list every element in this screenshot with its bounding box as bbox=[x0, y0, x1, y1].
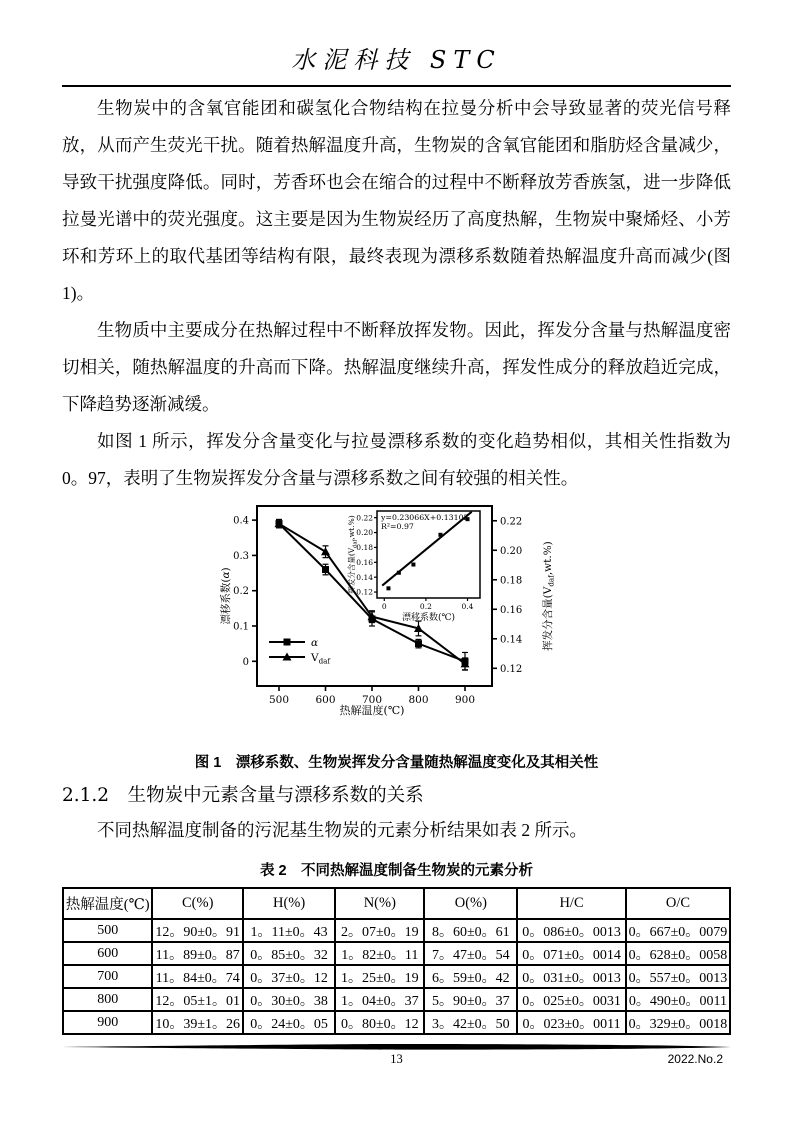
left-axis-tick-label: 0.1 bbox=[232, 621, 249, 633]
table-header-row bbox=[63, 888, 730, 919]
x-axis-tick-label: 600 bbox=[314, 694, 336, 706]
x-axis-tick-label: 500 bbox=[268, 694, 289, 706]
inset-equation: y=0.23066X+0.13102 bbox=[380, 513, 469, 522]
table-cell: 6。59±0。42 bbox=[424, 965, 517, 988]
paragraph-2: 生物质中主要成分在热解过程中不断释放挥发物。因此，挥发分含量与热解温度密切相关，随热解温度的升高而下降。热解温度继续升高，挥发性成分的释放趋近完成，下降趋势逐渐减缓。 bbox=[62, 320, 731, 414]
inset-x-tick-label: 0.2 bbox=[419, 602, 432, 611]
paragraph-1: 生物炭中的含氧官能团和碳氢化合物结构在拉曼分析中会导致显著的荧光信号释放，从而产生荧光干扰。随着热解温度升高，生物炭的含氧官能团和脂肪烃含量减少，导致干扰强度降低。同时，芳香环也会在缩合的过程中不断释放芳香族氢，进一步降低拉曼光谱中的荧光强度。这主要是因为生物炭经历了高度热解，生物炭中聚烯烃、小芳环和芳环上的取代基团等结构有限，最终表现为漂移系数随着热解温度升高而减少(图 1)。 bbox=[62, 98, 731, 303]
table-2-body bbox=[63, 919, 730, 1034]
page-number: 13 bbox=[390, 1052, 403, 1066]
table-cell: 0。031±0。0013 bbox=[517, 965, 626, 988]
table-cell: 500 bbox=[63, 919, 152, 942]
table-cell: 0。329±0。0018 bbox=[626, 1011, 730, 1034]
page-body bbox=[62, 90, 731, 1035]
table-cell: 12。90±0。91 bbox=[152, 919, 243, 942]
column-header: H/C bbox=[517, 888, 626, 919]
right-axis-tick-label: 0.20 bbox=[499, 545, 522, 557]
right-axis-tick-label: 0.14 bbox=[499, 634, 522, 646]
left-axis-tick-label: 0.4 bbox=[232, 515, 249, 527]
table-cell: 0。071±0。0014 bbox=[517, 942, 626, 965]
table-cell: 5。90±0。37 bbox=[424, 988, 517, 1011]
column-header: C(%) bbox=[152, 888, 243, 919]
table-2 bbox=[62, 887, 731, 1035]
legend-label: α bbox=[310, 637, 318, 649]
column-header: O/C bbox=[626, 888, 730, 919]
table-cell: 1。25±0。19 bbox=[335, 965, 424, 988]
inset-y-tick-label: 0.18 bbox=[355, 543, 373, 553]
right-axis-label: 挥发分含量$(V_{daf},wt.\%)$ bbox=[541, 541, 555, 651]
table-cell: 800 bbox=[63, 988, 152, 1011]
inset-x-axis-label: 漂移系数(℃) bbox=[401, 613, 455, 623]
table-cell: 0。85±0。32 bbox=[243, 942, 335, 965]
left-axis-tick-label: 0.3 bbox=[232, 550, 249, 562]
table-cell: 7。47±0。54 bbox=[424, 942, 517, 965]
table-cell: 10。39±1。26 bbox=[152, 1011, 243, 1034]
journal-title: 水泥科技 STC bbox=[291, 46, 502, 74]
column-header: 热解温度(℃) bbox=[63, 888, 152, 919]
x-axis-label: 热解温度(℃) bbox=[339, 704, 404, 717]
inset-y-tick-label: 0.12 bbox=[355, 587, 373, 597]
table-row bbox=[63, 942, 730, 965]
table-cell: 0。557±0。0013 bbox=[626, 965, 730, 988]
left-axis-tick-label: 0 bbox=[242, 656, 249, 668]
table-cell: 0。24±0。05 bbox=[243, 1011, 335, 1034]
x-axis-tick-label: 800 bbox=[407, 694, 429, 706]
table-cell: 0。37±0。12 bbox=[243, 965, 335, 988]
column-header: O(%) bbox=[424, 888, 517, 919]
x-axis-tick-label: 900 bbox=[454, 694, 475, 706]
chart-svg bbox=[217, 501, 577, 741]
table-cell: 0。667±0。0079 bbox=[626, 919, 730, 942]
legend bbox=[269, 637, 331, 665]
table-cell: 600 bbox=[63, 942, 152, 965]
table-cell: 8。60±0。61 bbox=[424, 919, 517, 942]
right-axis-tick-label: 0.12 bbox=[499, 663, 522, 675]
right-axis-tick-label: 0.16 bbox=[499, 604, 522, 616]
table-cell: 0。628±0。0058 bbox=[626, 942, 730, 965]
table-cell: 0。490±0。0011 bbox=[626, 988, 730, 1011]
left-axis-label: 漂移系数(α) bbox=[219, 567, 232, 625]
inset-y-tick-label: 0.22 bbox=[355, 513, 373, 523]
figure-1 bbox=[62, 501, 731, 772]
figure-1-caption: 图 1 漂移系数、生物炭挥发分含量随热解温度变化及其相关性 bbox=[194, 755, 599, 771]
table-cell: 700 bbox=[63, 965, 152, 988]
table-cell: 2。07±0。19 bbox=[335, 919, 424, 942]
right-axis-tick-label: 0.22 bbox=[499, 516, 522, 528]
table-row bbox=[63, 1011, 730, 1034]
column-header: N(%) bbox=[335, 888, 424, 919]
right-axis-tick-label: 0.18 bbox=[499, 575, 522, 587]
footer-divider bbox=[62, 1042, 731, 1052]
table-cell: 0。80±0。12 bbox=[335, 1011, 424, 1034]
column-header: H(%) bbox=[243, 888, 335, 919]
legend-label: $V_{daf}$ bbox=[310, 652, 330, 666]
paragraph-3: 如图 1 所示，挥发分含量变化与拉曼漂移系数的变化趋势相似，其相关性指数为 0。97，表明了生物炭挥发分含量与漂移系数之间有较强的相关性。 bbox=[62, 431, 731, 488]
inset-y-axis-label: 挥发分含量$(V_{daf},wt.\%)$ bbox=[346, 515, 358, 594]
table-row bbox=[63, 965, 730, 988]
table-cell: 1。11±0。43 bbox=[243, 919, 335, 942]
table-2-head bbox=[63, 888, 730, 919]
table-cell: 1。04±0。37 bbox=[335, 988, 424, 1011]
table-cell: 0。025±0。0031 bbox=[517, 988, 626, 1011]
table-cell: 3。42±0。50 bbox=[424, 1011, 517, 1034]
left-axis-tick-label: 0.2 bbox=[232, 586, 249, 598]
table-cell: 12。05±1。01 bbox=[152, 988, 243, 1011]
paragraph-4: 不同热解温度制备的污泥基生物炭的元素分析结果如表 2 所示。 bbox=[97, 820, 587, 840]
header-divider bbox=[62, 85, 731, 87]
table-cell: 11。84±0。74 bbox=[152, 965, 243, 988]
table-cell: 11。89±0。87 bbox=[152, 942, 243, 965]
table-cell: 0。30±0。38 bbox=[243, 988, 335, 1011]
page-footer bbox=[62, 1042, 731, 1072]
x-axis-tick-label: 700 bbox=[361, 694, 382, 706]
inset-y-tick-label: 0.16 bbox=[355, 557, 373, 567]
inset-x-tick-label: 0 bbox=[381, 602, 387, 611]
inset-x-tick-label: 0.4 bbox=[461, 602, 473, 611]
table-cell: 900 bbox=[63, 1011, 152, 1034]
table-row bbox=[63, 919, 730, 942]
inset-plot bbox=[346, 511, 480, 623]
table-cell: 0。023±0。0011 bbox=[517, 1011, 626, 1034]
inset-r-squared: R²=0.97 bbox=[380, 522, 414, 531]
table-cell: 0。086±0。0013 bbox=[517, 919, 626, 942]
table-2-caption: 表 2 不同热解温度制备生物炭的元素分析 bbox=[259, 863, 534, 879]
table-row bbox=[63, 988, 730, 1011]
inset-y-tick-label: 0.20 bbox=[355, 528, 373, 538]
issue-label: 2022.No.2 bbox=[667, 1052, 723, 1066]
figure-1-chart bbox=[217, 501, 577, 746]
section-heading: 2.1.2 生物炭中元素含量与漂移系数的关系 bbox=[62, 785, 424, 806]
table-cell: 1。82±0。11 bbox=[335, 942, 424, 965]
inset-y-tick-label: 0.14 bbox=[355, 572, 373, 582]
